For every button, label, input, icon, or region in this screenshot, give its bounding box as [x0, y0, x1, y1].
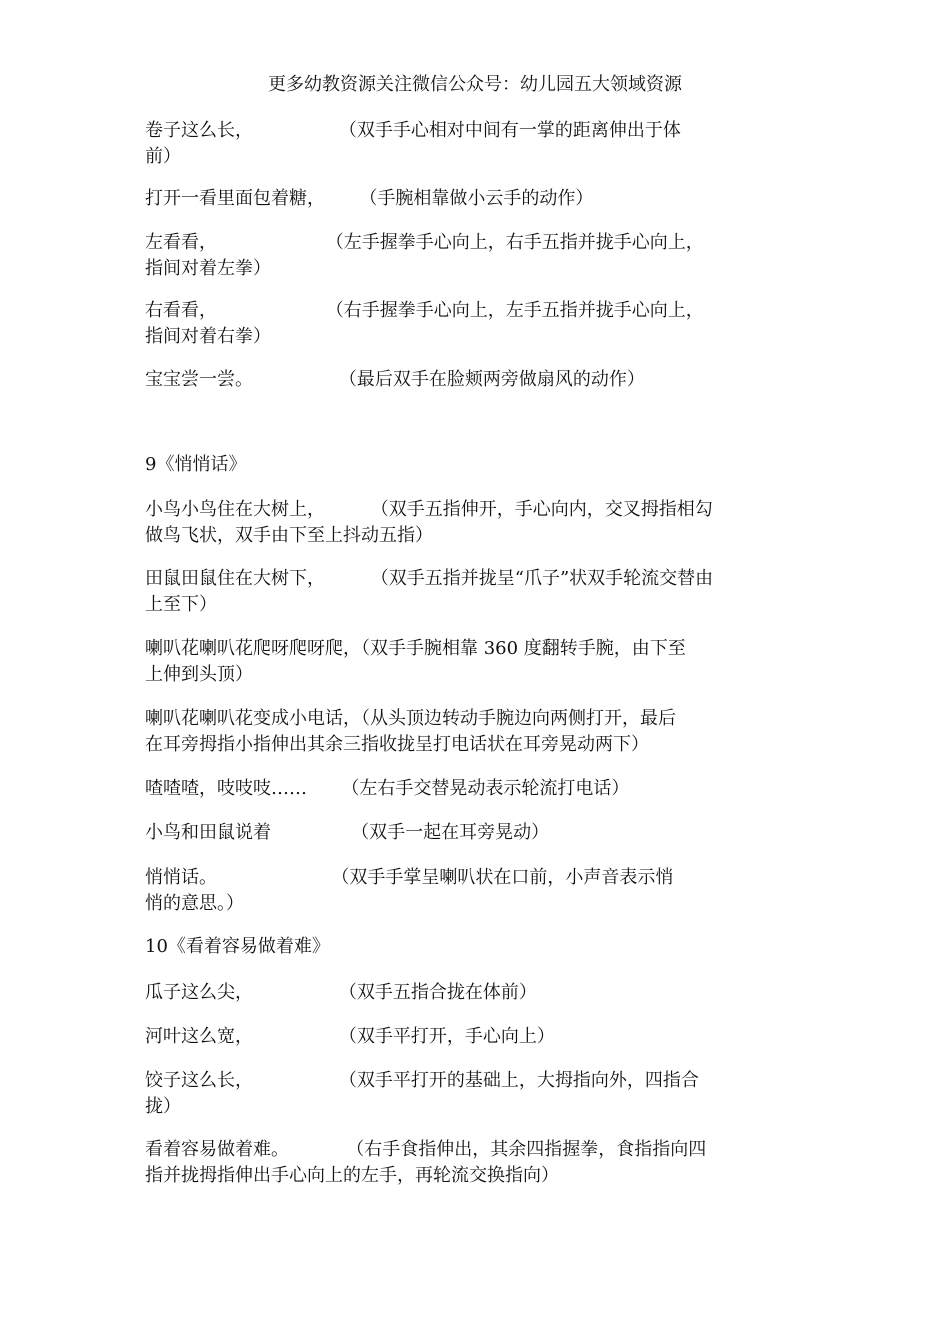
section-title: 9《悄悄话》	[145, 454, 247, 475]
verse-line: 卷子这么长， （双手手心相对中间有一掌的距离伸出于体 前）	[145, 120, 681, 167]
verse-line: 喇叭花喇叭花变成小电话，（从头顶边转动手腕边向两侧打开，最后 在耳旁拇指小指伸出其余三指收拢呈打电话状在耳旁晃动两下）	[145, 708, 676, 755]
verse-line: 左看看， （左手握拳手心向上，右手五指并拢手心向上， 指间对着左拳）	[145, 232, 704, 279]
verse-line: 田鼠田鼠住在大树下， （双手五指并拢呈“爪子”状双手轮流交替由 上至下）	[145, 568, 714, 615]
verse-line: 看着容易做着难。 （右手食指伸出，其余四指握拳，食指指向四 指并拢拇指伸出手心向上的左手，再轮流交换指向）	[145, 1139, 707, 1186]
page-header: 更多幼教资源关注微信公众号：幼儿园五大领域资源	[268, 74, 682, 95]
verse-line: 瓜子这么尖， （双手五指合拢在体前）	[145, 982, 537, 1003]
verse-line: 饺子这么长， （双手平打开的基础上，大拇指向外，四指合 拢）	[145, 1070, 699, 1117]
verse-line: 河叶这么宽， （双手平打开，手心向上）	[145, 1026, 555, 1047]
verse-line: 悄悄话。 （双手手掌呈喇叭状在口前，小声音表示悄 悄的意思。）	[145, 867, 674, 914]
verse-line: 喇叭花喇叭花爬呀爬呀爬，（双手手腕相靠 360 度翻转手腕，由下至 上伸到头顶）	[145, 638, 686, 685]
verse-line: 右看看， （右手握拳手心向上，左手五指并拢手心向上， 指间对着右拳）	[145, 300, 704, 347]
verse-line: 打开一看里面包着糖， （手腕相靠做小云手的动作）	[145, 188, 594, 209]
verse-line: 小鸟和田鼠说着 （双手一起在耳旁晃动）	[145, 822, 550, 843]
verse-line: 小鸟小鸟住在大树上， （双手五指伸开，手心向内，交叉拇指相勾 做鸟飞状，双手由下至上抖动五指）	[145, 499, 713, 546]
section-title: 10《看着容易做着难》	[145, 936, 330, 957]
verse-line: 喳喳喳，吱吱吱…… （左右手交替晃动表示轮流打电话）	[145, 778, 630, 799]
verse-line: 宝宝尝一尝。 （最后双手在脸颊两旁做扇风的动作）	[145, 369, 645, 390]
